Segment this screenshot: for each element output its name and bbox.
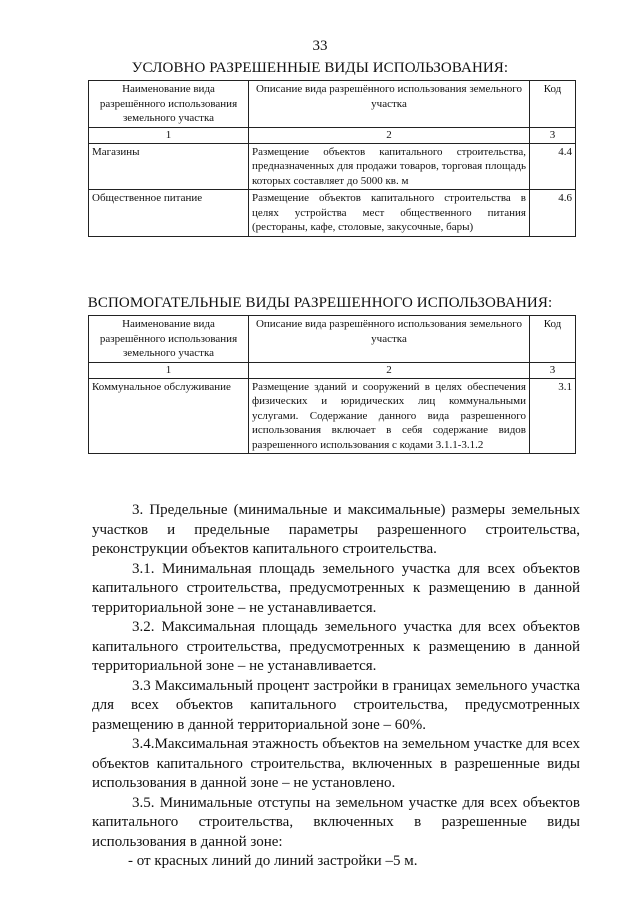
paragraph: 3.2. Максимальная площадь земельного участка для всех объектов капитального строительства, предусмотренных к размещению в данной территориальной зоне – не устанавливается. — [92, 619, 580, 674]
use-name: Коммунальное обслуживание — [89, 378, 249, 454]
use-code: 4.4 — [530, 143, 576, 190]
table-row — [89, 190, 576, 237]
col-number: 1 — [89, 127, 249, 143]
use-code: 4.6 — [530, 190, 576, 237]
paragraph: 3.5. Минимальные отступы на земельном участке для всех объектов капитального строительства, включенных в разрешенные виды использования в данной зоне: — [92, 794, 580, 850]
list-item: - от красных линий до линий застройки –5 м. — [128, 853, 418, 869]
use-description: Размещение объектов капитального строительства в целях устройства мест общественного питания (рестораны, кафе, столовые, закусочные, бары) — [249, 190, 530, 237]
table-header-row — [89, 81, 576, 128]
use-name: Общественное питание — [89, 190, 249, 237]
use-name: Магазины — [89, 143, 249, 190]
conditional-uses-table — [88, 80, 576, 237]
body-text — [92, 501, 580, 872]
table-row — [89, 143, 576, 190]
header-description: Описание вида разрешённого использования земельного участка — [249, 81, 530, 128]
header-code: Код — [530, 316, 576, 363]
table-row — [89, 378, 576, 454]
column-number-row — [89, 127, 576, 143]
header-name: Наименование вида разрешённого использования земельного участка — [89, 316, 249, 363]
auxiliary-uses-title: ВСПОМОГАТЕЛЬНЫЕ ВИДЫ РАЗРЕШЕННОГО ИСПОЛЬЗОВАНИЯ: — [87, 295, 553, 311]
paragraph: 3.4.Максимальная этажность объектов на земельном участке для всех объектов капитального строительства, включенных в разрешенные виды использования в данной зоне – не установлено. — [92, 736, 580, 791]
column-number-row — [89, 362, 576, 378]
col-number: 2 — [249, 127, 530, 143]
col-number: 3 — [530, 127, 576, 143]
use-description: Размещение объектов капитального строительства, предназначенных для продажи товаров, торговая площадь которых составляет до 5000 кв. м — [249, 143, 530, 190]
use-code: 3.1 — [530, 378, 576, 454]
conditional-uses-title: УСЛОВНО РАЗРЕШЕННЫЕ ВИДЫ ИСПОЛЬЗОВАНИЯ: — [131, 60, 509, 76]
paragraph: 3.1. Минимальная площадь земельного участка для всех объектов капитального строительства, предусмотренных к размещению в данной территориальной зоне – не устанавливается. — [92, 560, 580, 616]
page-number: 33 — [312, 38, 328, 54]
header-description: Описание вида разрешённого использования земельного участка — [249, 316, 530, 363]
paragraph: 3.3 Максимальный процент застройки в границах земельного участка для всех объектов капитального строительства, предусмотренных размещению в данной территориальной зоне – 60%. — [92, 677, 580, 733]
use-description: Размещение зданий и сооружений в целях обеспечения физических и юридических лиц коммунальными услугами. Содержание данного вида разрешенного использования включает в себя содержание видов разрешенного использования с кодами 3.1.1-3.1.2 — [249, 378, 530, 454]
auxiliary-uses-table — [88, 315, 576, 454]
paragraph: 3. Предельные (минимальные и максимальные) размеры земельных участков и предельные параметры разрешенного строительства, реконструкции объектов капитального строительства. — [92, 502, 580, 557]
col-number: 2 — [249, 362, 530, 378]
header-code: Код — [530, 81, 576, 128]
header-name: Наименование вида разрешённого использования земельного участка — [89, 81, 249, 128]
table-header-row — [89, 316, 576, 363]
col-number: 3 — [530, 362, 576, 378]
col-number: 1 — [89, 362, 249, 378]
